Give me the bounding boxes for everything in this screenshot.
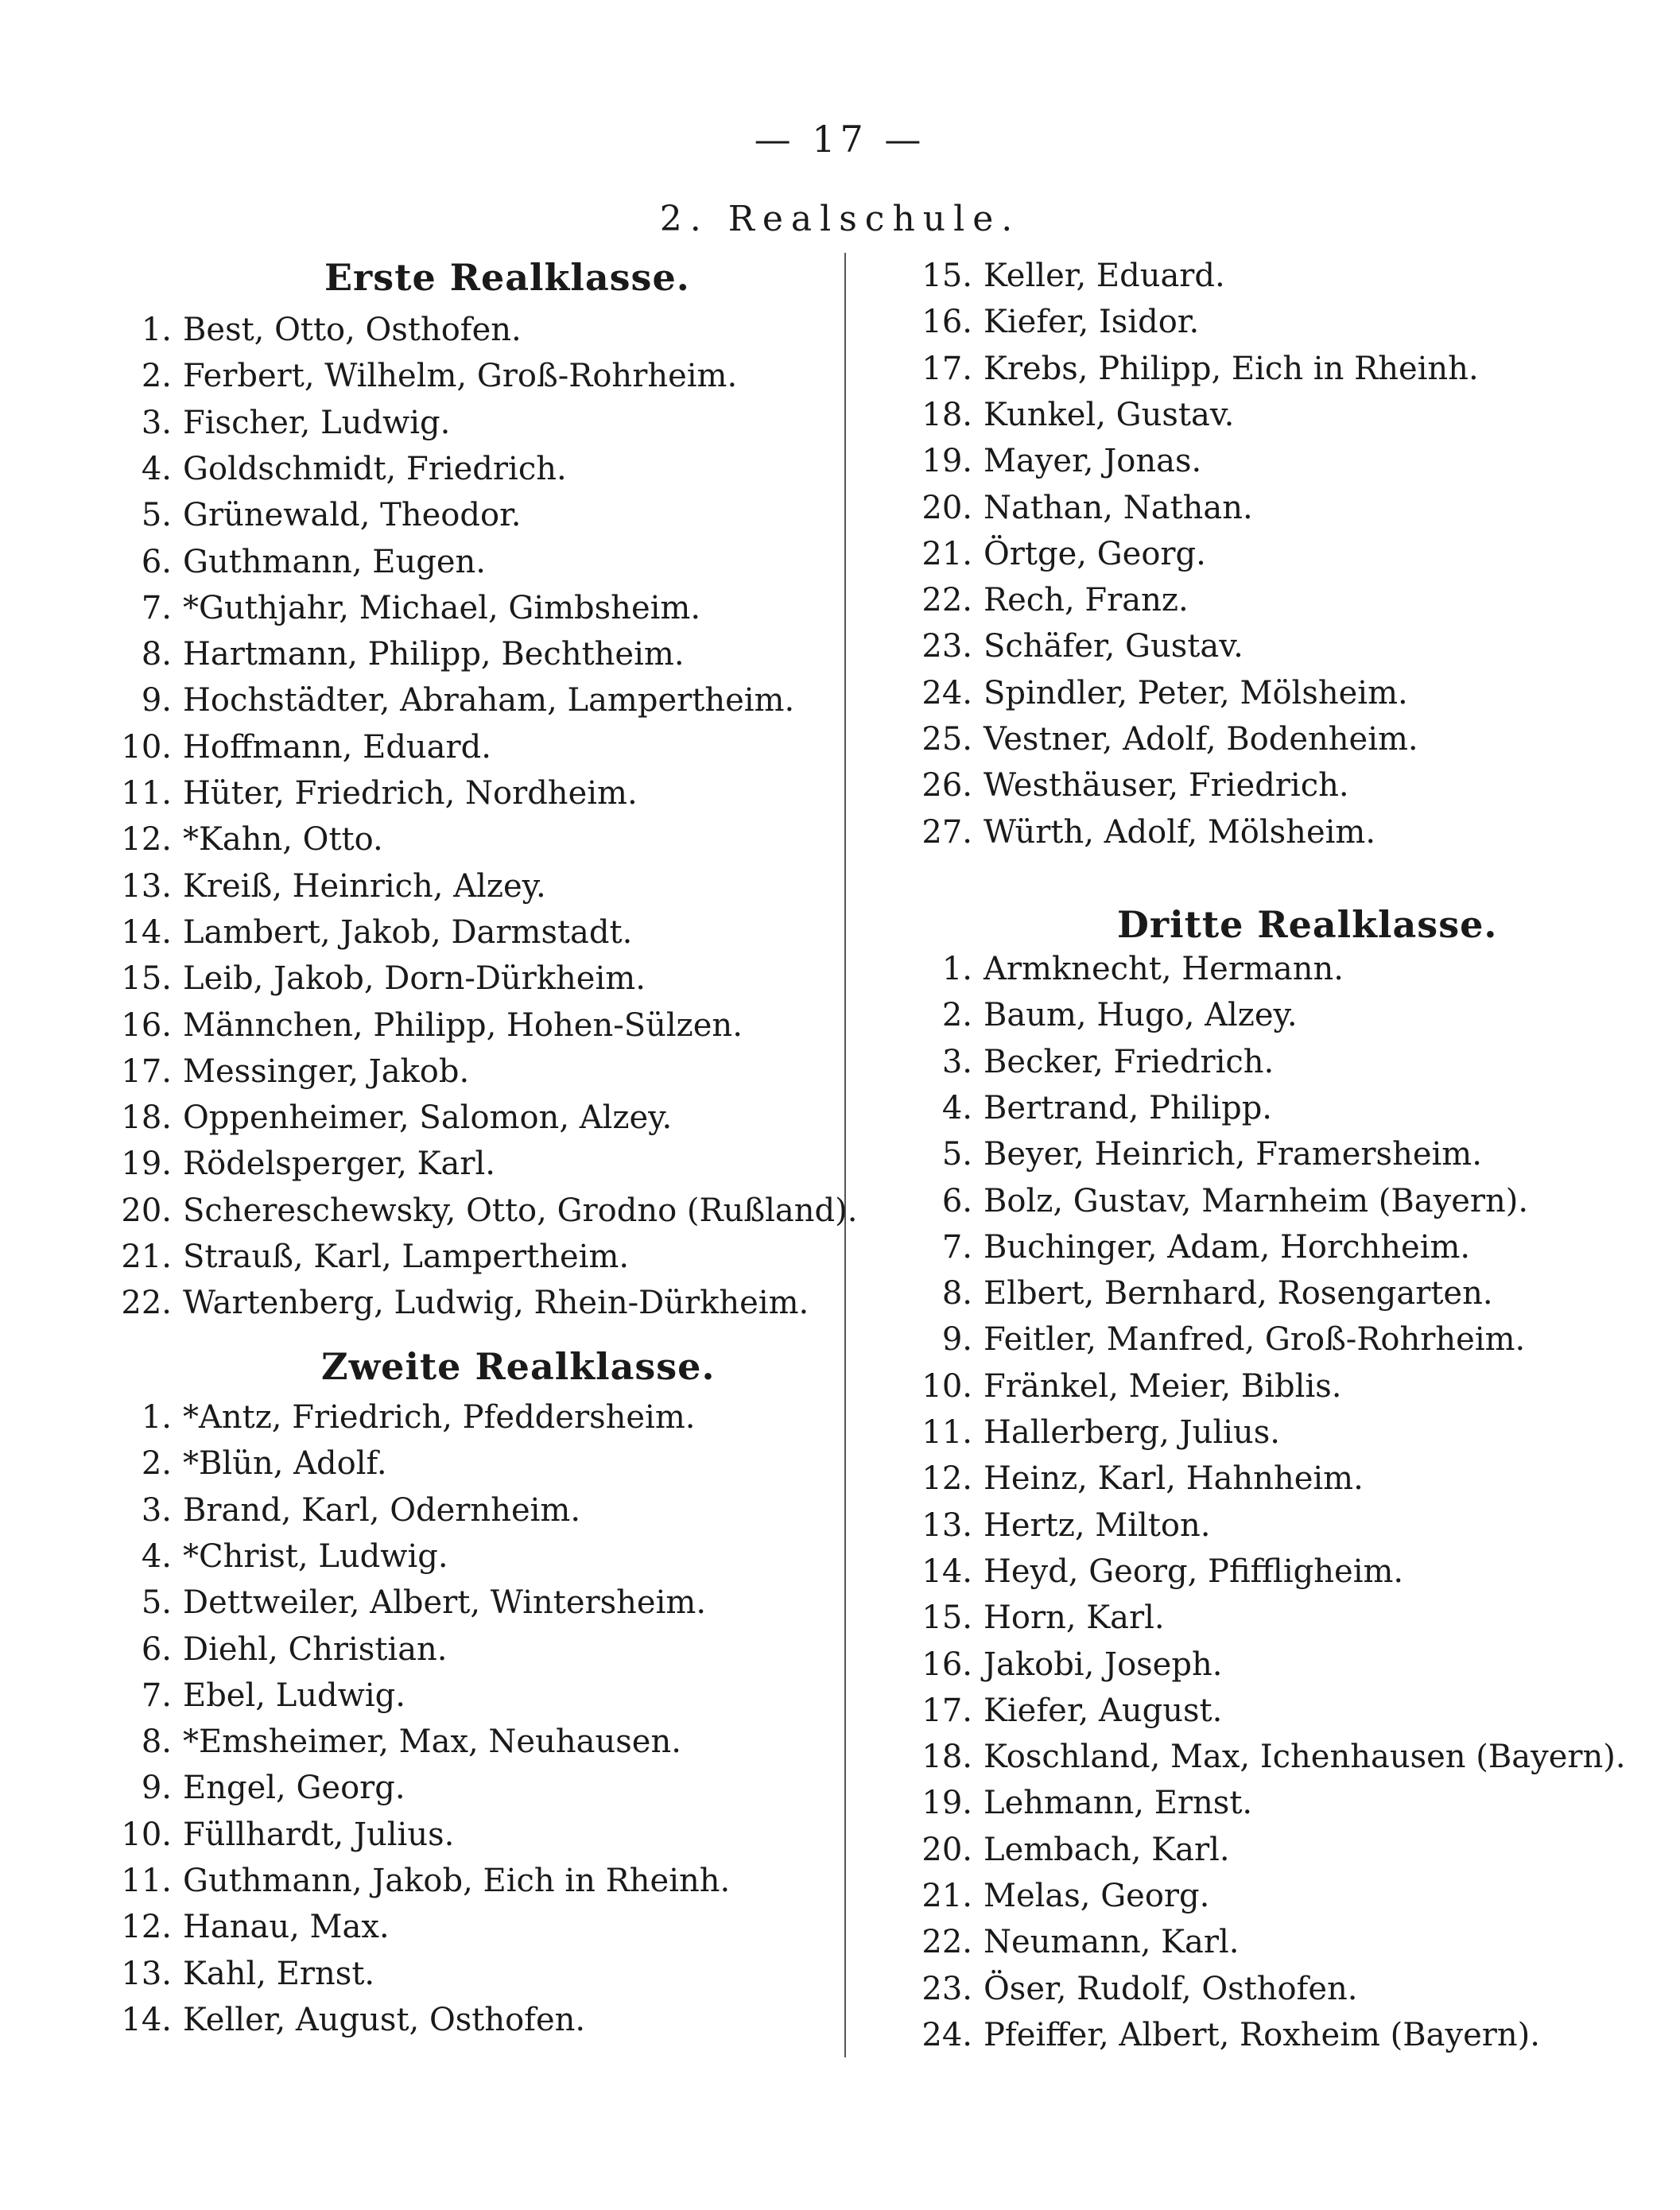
entry-name: Kiefer, Isidor.	[984, 304, 1200, 341]
student-entry	[110, 1533, 448, 1580]
entry-name: Guthmann, Jakob, Eich in Rheinh.	[183, 1863, 731, 1899]
student-entry	[910, 992, 1298, 1038]
student-entry	[910, 1827, 1230, 1873]
entry-number: 10.	[121, 1816, 172, 1853]
entry-number: 5.	[141, 497, 172, 534]
entry-name: Ebel, Ludwig.	[183, 1677, 405, 1714]
entry-number: 24.	[921, 2016, 972, 2053]
entry-number: 20.	[921, 489, 972, 526]
entry-number: 9.	[141, 1770, 172, 1807]
student-entry	[910, 1688, 1222, 1734]
student-entry	[910, 1409, 1280, 1456]
entry-name: Elbert, Bernhard, Rosengarten.	[984, 1275, 1493, 1312]
class-heading-zweite: Zweite Realklasse.	[321, 1345, 716, 1388]
entry-number: 10.	[921, 1367, 972, 1405]
entry-number: 21.	[121, 1239, 172, 1275]
entry-number: 15.	[921, 258, 972, 294]
entry-name: Heinz, Karl, Hahnheim.	[984, 1460, 1364, 1498]
entry-number: 5.	[941, 1136, 972, 1173]
student-entry	[110, 631, 685, 677]
entry-name: *Emsheimer, Max, Neuhausen.	[183, 1723, 681, 1761]
student-entry	[110, 1394, 695, 1440]
entry-name: Mayer, Jonas.	[984, 443, 1202, 480]
entry-number: 14.	[121, 2001, 172, 2038]
student-entry	[910, 1085, 1272, 1131]
entry-number: 8.	[141, 1723, 172, 1761]
entry-name: Rech, Franz.	[984, 582, 1189, 619]
student-entry	[910, 1549, 1403, 1595]
entry-number: 21.	[921, 1878, 972, 1914]
student-entry	[110, 1904, 390, 1950]
entry-number: 11.	[121, 1863, 172, 1899]
student-entry	[110, 909, 632, 956]
entry-number: 13.	[121, 1955, 172, 1992]
entry-name: Lambert, Jakob, Darmstadt.	[183, 913, 633, 951]
student-entry	[110, 1765, 405, 1811]
student-entry	[110, 539, 486, 585]
entry-number: 18.	[921, 1739, 972, 1776]
entry-number: 24.	[921, 674, 972, 711]
entry-number: 23.	[921, 1970, 972, 2007]
student-entry	[910, 1919, 1240, 1965]
entry-name: Keller, Eduard.	[984, 258, 1225, 294]
student-entry	[910, 1502, 1210, 1549]
entry-name: Männchen, Philipp, Hohen-Sülzen.	[183, 1006, 743, 1044]
student-entry	[110, 307, 522, 353]
student-entry	[910, 1178, 1528, 1224]
page-number: — 17 —	[754, 118, 926, 161]
entry-name: Fränkel, Meier, Biblis.	[984, 1367, 1342, 1405]
entry-name: Goldschmidt, Friedrich.	[183, 450, 567, 487]
entry-name: Becker, Friedrich.	[984, 1043, 1275, 1080]
student-entry	[910, 1224, 1470, 1270]
entry-number: 20.	[921, 1831, 972, 1868]
entry-number: 25.	[921, 721, 972, 758]
entry-name: Strauß, Karl, Lampertheim.	[183, 1239, 630, 1275]
entry-name: Bertrand, Philipp.	[984, 1089, 1273, 1126]
entry-name: Grünewald, Theodor.	[183, 497, 522, 534]
student-entry	[110, 1626, 448, 1673]
entry-number: 12.	[921, 1460, 972, 1498]
student-entry	[910, 299, 1199, 345]
student-entry	[910, 346, 1479, 392]
student-entry	[910, 623, 1244, 669]
student-entry	[910, 2012, 1540, 2058]
student-entry	[910, 392, 1234, 438]
entry-number: 20.	[121, 1192, 172, 1229]
entry-number: 3.	[141, 404, 172, 441]
student-entry	[110, 1997, 585, 2043]
student-entry	[110, 353, 737, 399]
student-entry	[110, 1719, 681, 1765]
entry-name: Kreiß, Heinrich, Alzey.	[183, 867, 546, 905]
entry-number: 6.	[141, 1630, 172, 1668]
entry-name: Diehl, Christian.	[183, 1630, 448, 1668]
entry-number: 22.	[921, 1924, 972, 1961]
entry-number: 12.	[121, 1909, 172, 1946]
entry-name: Hertz, Milton.	[984, 1506, 1211, 1544]
student-entry	[110, 1951, 374, 1997]
entry-name: Rödelsperger, Karl.	[183, 1146, 495, 1183]
student-entry	[910, 1039, 1274, 1085]
entry-number: 6.	[141, 543, 172, 580]
student-entry	[910, 253, 1225, 299]
entry-name: Ferbert, Wilhelm, Groß-Rohrheim.	[183, 358, 738, 395]
student-entry	[110, 1280, 809, 1326]
entry-number: 1.	[141, 1399, 172, 1436]
entry-name: Öser, Rudolf, Osthofen.	[984, 1970, 1358, 2007]
student-entry	[110, 1188, 857, 1234]
entry-name: Messinger, Jakob.	[183, 1053, 470, 1090]
student-entry	[110, 400, 450, 446]
student-entry	[110, 585, 700, 631]
entry-number: 3.	[141, 1491, 172, 1529]
student-entry	[910, 1873, 1209, 1919]
column-divider	[844, 253, 846, 2057]
entry-name: Krebs, Philipp, Eich in Rheinh.	[984, 350, 1479, 387]
student-entry	[110, 724, 491, 770]
entry-name: *Kahn, Otto.	[183, 821, 383, 859]
student-entry	[910, 762, 1349, 808]
entry-number: 23.	[921, 628, 972, 665]
entry-number: 8.	[141, 636, 172, 673]
entry-number: 11.	[121, 775, 172, 812]
entry-name: Nathan, Nathan.	[984, 489, 1253, 526]
entry-name: Fischer, Ludwig.	[183, 404, 451, 441]
entry-number: 4.	[141, 450, 172, 487]
student-entry	[110, 446, 567, 492]
entry-number: 2.	[141, 1445, 172, 1483]
entry-number: 22.	[121, 1285, 172, 1322]
entry-name: Füllhardt, Julius.	[183, 1816, 455, 1853]
student-entry	[110, 1234, 629, 1280]
student-entry	[110, 677, 794, 723]
student-entry	[110, 1487, 580, 1533]
student-entry	[110, 1580, 706, 1626]
student-entry	[110, 1440, 387, 1487]
entry-number: 13.	[921, 1506, 972, 1544]
entry-name: Leib, Jakob, Dorn-Dürkheim.	[183, 960, 646, 998]
entry-name: *Blün, Adolf.	[183, 1445, 387, 1483]
entry-name: Spindler, Peter, Mölsheim.	[984, 674, 1408, 711]
student-entry	[910, 1270, 1493, 1316]
entry-number: 2.	[141, 358, 172, 395]
entry-name: Keller, August, Osthofen.	[183, 2001, 586, 2038]
student-entry	[110, 1673, 405, 1719]
entry-number: 11.	[921, 1414, 972, 1451]
entry-name: Lembach, Karl.	[984, 1831, 1230, 1868]
entry-name: *Antz, Friedrich, Pfeddersheim.	[183, 1399, 696, 1436]
entry-name: Neumann, Karl.	[984, 1924, 1240, 1961]
student-entry	[910, 716, 1418, 762]
student-entry	[110, 1141, 495, 1187]
class-heading-erste: Erste Realklasse.	[324, 256, 690, 299]
entry-number: 18.	[121, 1099, 172, 1137]
student-entry	[110, 1002, 743, 1049]
entry-name: Örtge, Georg.	[984, 535, 1206, 572]
student-entry	[110, 956, 646, 1002]
student-entry	[110, 770, 638, 816]
entry-name: Beyer, Heinrich, Framersheim.	[984, 1136, 1482, 1173]
entry-name: *Guthjahr, Michael, Gimbsheim.	[183, 589, 701, 626]
student-entry	[910, 809, 1375, 855]
entry-name: Melas, Georg.	[984, 1878, 1210, 1914]
student-entry	[910, 531, 1206, 577]
entry-number: 21.	[921, 535, 972, 572]
entry-number: 8.	[941, 1275, 972, 1312]
entry-number: 1.	[141, 312, 172, 348]
entry-number: 3.	[941, 1043, 972, 1080]
entry-number: 12.	[121, 821, 172, 859]
entry-name: Dettweiler, Albert, Wintersheim.	[183, 1584, 707, 1622]
entry-name: Hochstädter, Abraham, Lampertheim.	[183, 682, 795, 719]
entry-number: 17.	[921, 1692, 972, 1729]
entry-name: Brand, Karl, Odernheim.	[183, 1491, 581, 1529]
entry-name: Hallerberg, Julius.	[984, 1414, 1280, 1451]
entry-number: 14.	[921, 1553, 972, 1590]
entry-name: Kiefer, August.	[984, 1692, 1223, 1729]
entry-number: 22.	[921, 582, 972, 619]
entry-number: 5.	[141, 1584, 172, 1622]
entry-number: 4.	[141, 1537, 172, 1575]
entry-number: 1.	[941, 951, 972, 987]
entry-name: Koschland, Max, Ichenhausen (Bayern).	[984, 1739, 1626, 1776]
student-entry	[910, 485, 1253, 531]
entry-number: 4.	[941, 1089, 972, 1126]
entry-number: 18.	[921, 396, 972, 433]
entry-number: 17.	[121, 1053, 172, 1090]
entry-number: 13.	[121, 867, 172, 905]
entry-name: Würth, Adolf, Mölsheim.	[984, 813, 1376, 851]
entry-name: Hanau, Max.	[183, 1909, 390, 1946]
entry-number: 9.	[141, 682, 172, 719]
student-entry	[910, 438, 1201, 484]
student-entry	[910, 670, 1408, 716]
entry-number: 16.	[921, 304, 972, 341]
entry-number: 19.	[121, 1146, 172, 1183]
entry-name: Vestner, Adolf, Bodenheim.	[984, 721, 1418, 758]
entry-name: Best, Otto, Osthofen.	[183, 312, 522, 348]
student-entry	[110, 1095, 672, 1141]
entry-name: Bolz, Gustav, Marnheim (Bayern).	[984, 1182, 1529, 1219]
student-entry	[910, 1642, 1222, 1688]
entry-number: 2.	[941, 997, 972, 1034]
student-entry	[110, 863, 546, 909]
entry-number: 7.	[941, 1228, 972, 1266]
entry-name: Kunkel, Gustav.	[984, 396, 1235, 433]
student-entry	[910, 1734, 1626, 1780]
student-entry	[910, 1316, 1525, 1363]
entry-number: 26.	[921, 767, 972, 805]
entry-number: 16.	[121, 1006, 172, 1044]
entry-name: Baum, Hugo, Alzey.	[984, 997, 1298, 1034]
student-entry	[910, 1966, 1358, 2012]
entry-name: Hüter, Friedrich, Nordheim.	[183, 775, 638, 812]
student-entry	[910, 1595, 1165, 1641]
entry-name: Pfeiffer, Albert, Roxheim (Bayern).	[984, 2016, 1540, 2053]
entry-name: Wartenberg, Ludwig, Rhein-Dürkheim.	[183, 1285, 809, 1322]
student-entry	[110, 492, 522, 538]
entry-number: 10.	[121, 728, 172, 766]
entry-name: Westhäuser, Friedrich.	[984, 767, 1349, 805]
student-entry	[110, 1858, 730, 1904]
entry-name: Schereschewsky, Otto, Grodno (Rußland).	[183, 1192, 858, 1229]
section-title: 2. Realschule.	[659, 199, 1021, 239]
entry-name: Buchinger, Adam, Horchheim.	[984, 1228, 1471, 1266]
student-entry	[110, 816, 383, 863]
entry-name: Schäfer, Gustav.	[984, 628, 1244, 665]
entry-number: 14.	[121, 913, 172, 951]
entry-name: Feitler, Manfred, Groß-Rohrheim.	[984, 1321, 1526, 1359]
entry-name: Heyd, Georg, Pfiffligheim.	[984, 1553, 1404, 1590]
entry-number: 27.	[921, 813, 972, 851]
entry-number: 7.	[141, 1677, 172, 1714]
entry-name: Hartmann, Philipp, Bechtheim.	[183, 636, 685, 673]
entry-name: Jakobi, Joseph.	[984, 1646, 1223, 1683]
student-entry	[910, 1780, 1252, 1826]
entry-name: Kahl, Ernst.	[183, 1955, 375, 1992]
entry-number: 19.	[921, 443, 972, 480]
student-entry	[910, 946, 1344, 992]
entry-number: 7.	[141, 589, 172, 626]
entry-name: Oppenheimer, Salomon, Alzey.	[183, 1099, 673, 1137]
entry-name: *Christ, Ludwig.	[183, 1537, 448, 1575]
student-entry	[910, 577, 1189, 623]
entry-name: Lehmann, Ernst.	[984, 1785, 1253, 1822]
class-heading-dritte: Dritte Realklasse.	[1117, 903, 1498, 946]
entry-name: Armknecht, Hermann.	[984, 951, 1344, 987]
entry-number: 9.	[941, 1321, 972, 1359]
student-entry	[910, 1131, 1482, 1177]
entry-name: Horn, Karl.	[984, 1599, 1165, 1637]
entry-number: 17.	[921, 350, 972, 387]
entry-number: 16.	[921, 1646, 972, 1683]
student-entry	[910, 1363, 1342, 1409]
entry-number: 15.	[121, 960, 172, 998]
entry-name: Hoffmann, Eduard.	[183, 728, 491, 766]
student-entry	[910, 1456, 1364, 1502]
entry-number: 19.	[921, 1785, 972, 1822]
student-entry	[110, 1049, 469, 1095]
entry-name: Engel, Georg.	[183, 1770, 405, 1807]
student-entry	[110, 1812, 454, 1858]
entry-name: Guthmann, Eugen.	[183, 543, 486, 580]
entry-number: 15.	[921, 1599, 972, 1637]
entry-number: 6.	[941, 1182, 972, 1219]
